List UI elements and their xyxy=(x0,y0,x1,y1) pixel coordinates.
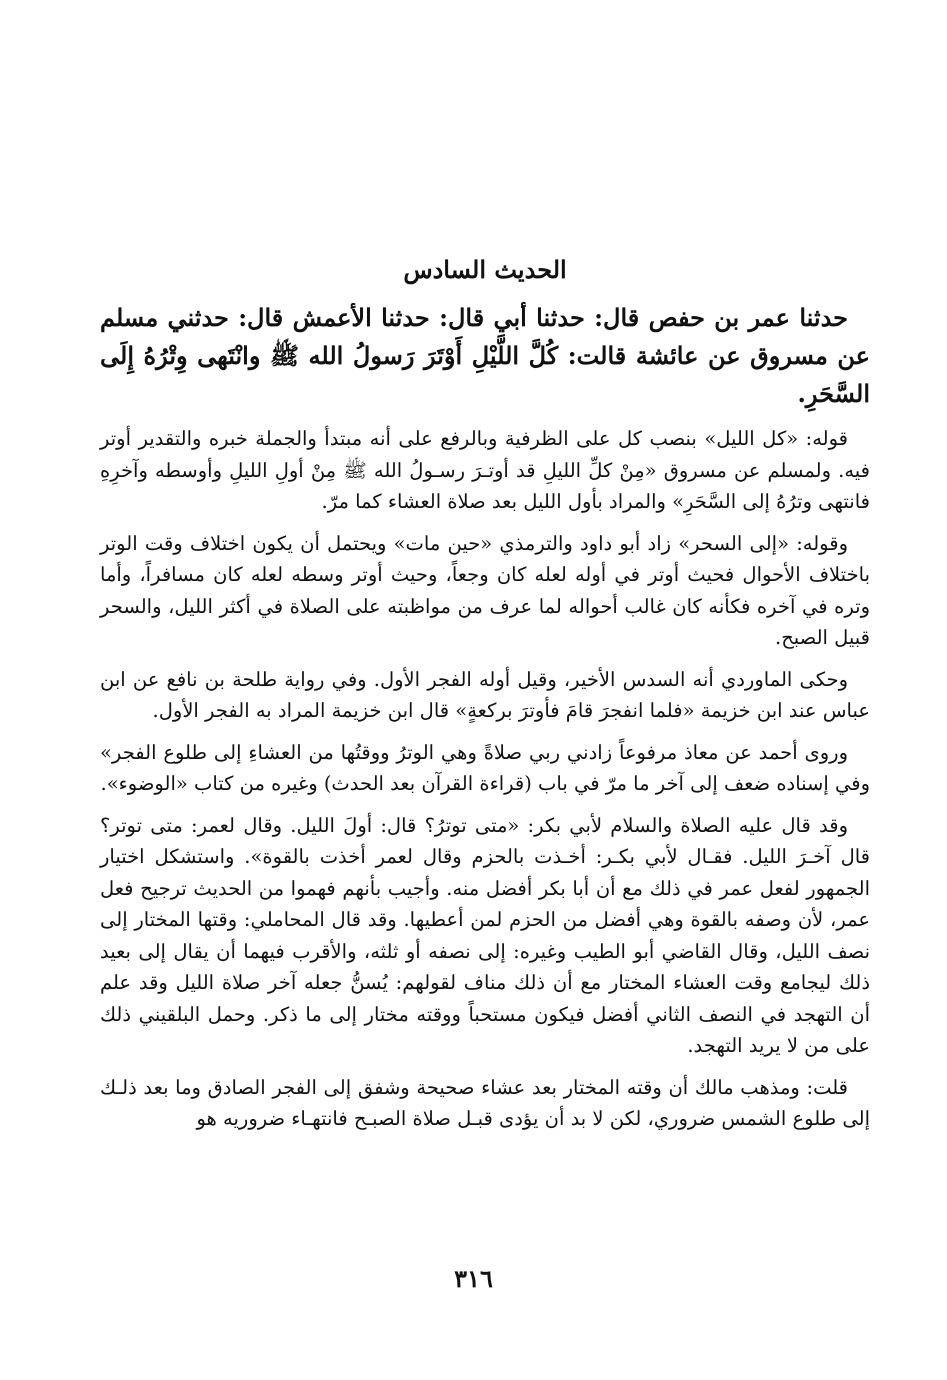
hadith-text: حدثنا عمر بن حفص قال: حدثنا أبي قال: حدثنا الأعمش قال: حدثني مسلم عن مسروق عن عائشة قالت: كُلَّ اللَّيْلِ أَوْتَرَ رَسولُ الله ﷺ وانْتَهى وِتْرُهُ إِلَى السَّحَرِ. xyxy=(100,303,870,408)
section-heading: الحديث السادس xyxy=(403,255,567,284)
commentary-paragraph: قلت: ومذهب مالك أن وقته المختار بعد عشاء صحيحة وشفق إلى الفجر الصادق وما بعد ذلـك إلى طلوع الشمس ضروري، لكن لا بد أن يؤدى قبـل صلاة الصبـح فانتهـاء ضروريه هو xyxy=(100,1075,870,1130)
commentary-paragraph: وروى أحمد عن معاذ مرفوعاً زادني ربي صلاةً وهي الوترُ ووقتُها من العشاءِ إلى طلوع الفجر» وفي إسناده ضعف إلى آخر ما مرّ في باب (قراءة القرآن بعد الحدث) وغيره من كتاب «الوضوء». xyxy=(100,740,870,795)
page-number: ٣١٦ xyxy=(454,1264,493,1293)
commentary-paragraph: وحكى الماوردي أنه السدس الأخير، وقيل أوله الفجر الأول. وفي رواية طلحة بن نافع عن ابن عباس عند ابن خزيمة «فلما انفجرَ قامَ فأوترَ بركعةٍ» قال ابن خزيمة المراد به الفجر الأول. xyxy=(100,667,870,722)
commentary-paragraph: وقوله: «إلى السحر» زاد أبو داود والترمذي «حين مات» ويحتمل أن يكون اختلاف وقت الوتر باختلاف الأحوال فحيث أوتر في أوله لعله كان وجعاً، وحيث أوتر وسطه لعله كان مسافراً، وأما وتره في آخره فكأنه كان غالب أحواله لما عرف من مواظبته على الصلاة في أكثر الليل، والسحر قبيل الصبح. xyxy=(100,531,870,649)
commentary-paragraph: قوله: «كل الليل» بنصب كل على الظرفية وبالرفع على أنه مبتدأ والجملة خبره والتقدير أوتر فيه. ولمسلم عن مسروق «مِنْ كلِّ الليلِ قد أوتـرَ رسـولُ الله ﷺ مِنْ أولِ الليلِ وأوسطه وآخرِهِ فانتهى وترُهُ إلى السَّحَرِ» والمراد بأول الليل بعد صلاة العشاء كما مرّ. xyxy=(100,427,870,513)
commentary-paragraph: وقد قال عليه الصلاة والسلام لأبي بكر: «متى توترُ؟ قال: أولَ الليل. وقال لعمر: متى توتر؟ قال آخـرَ الليل. فقـال لأبي بكـر: أخـذت بالحزم وقال لعمر أخذت بالقوة». واستشكل اختيار الجمهور لفعل عمر في ذلك مع أن أبا بكر أفضل منه. وأجيب بأنهم فهموا من الحديث ترجيح فعل عمر، لأن وصفه بالقوة وهي أفضل من الحزم لمن أعطيها. وقد قال المحاملي: وقتها المختار إلى نصف الليل، وقال القاضي أبو الطيب وغيره: إلى نصفه أو ثلثه، والأقرب فيهما أن يقال إلى بعيد ذلك ليجامع وقت العشاء المختار مع أن ذلك مناف لقولهم: يُسنُّ جعله آخر صلاة الليل وقد علم أن التهجد في النصف الثاني أفضل فيكون مستحباً ووقته مختار إلى ما ذكر. وحمل البلقيني ذلك على من لا يريد التهجد. xyxy=(100,813,870,1057)
page-body xyxy=(100,255,870,1145)
